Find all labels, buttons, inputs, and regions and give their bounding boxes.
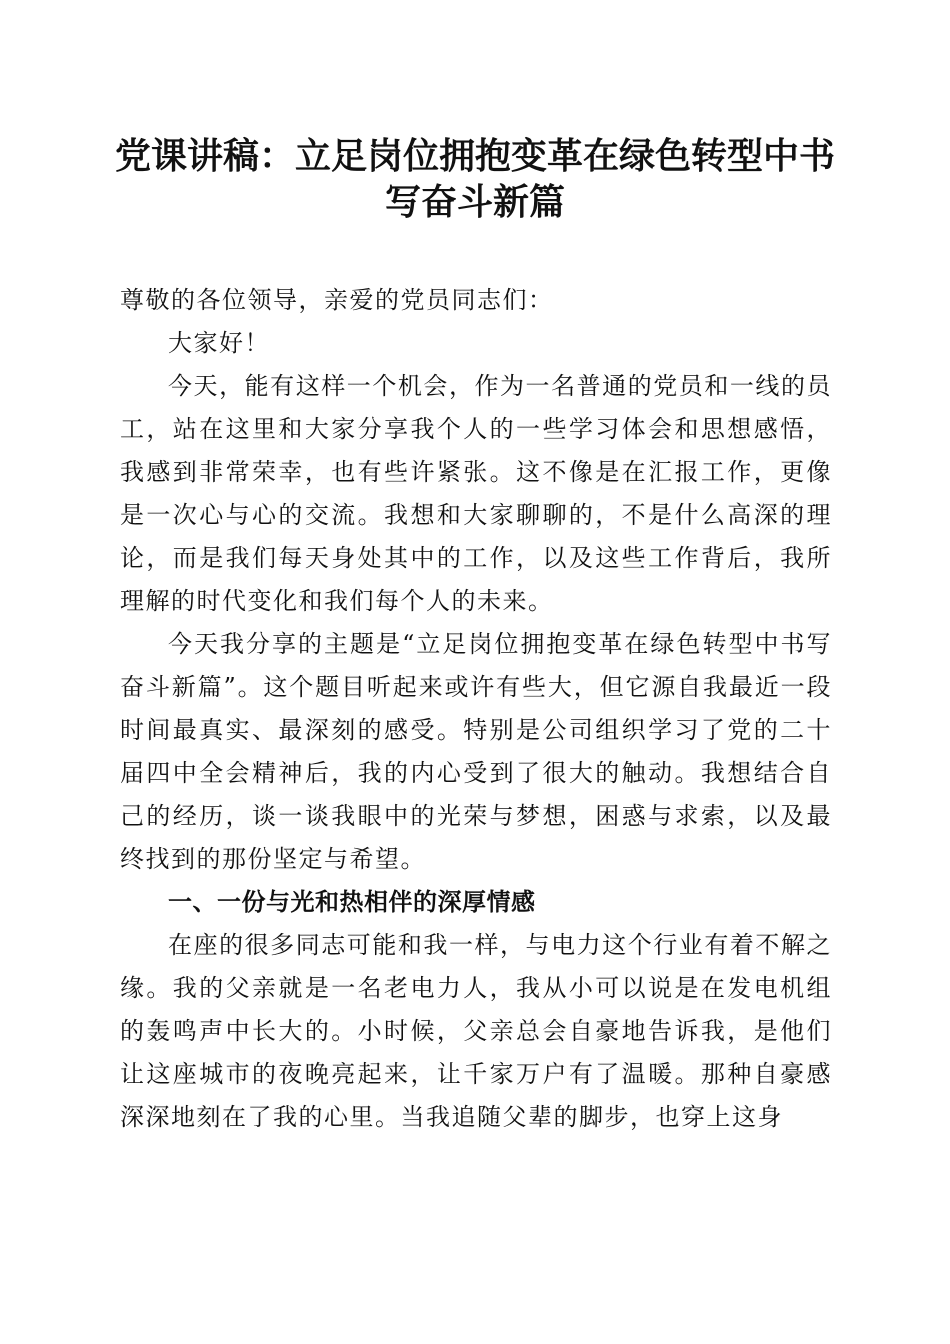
title-line-2: 写奋斗新篇 [384,181,565,223]
document-body [120,279,832,1139]
section-heading: 一、一份与光和热相伴的深厚情感 [168,888,536,916]
salutation: 尊敬的各位领导，亲爱的党员同志们： [120,286,554,314]
document-title [110,133,840,225]
title-line-1: 党课讲稿：立足岗位拥抱变革在绿色转型中书 [114,135,835,177]
greeting: 大家好！ [168,329,270,357]
paragraph: 今天我分享的主题是“立足岗位拥抱变革在绿色转型中书写奋斗新篇”。这个题目听起来或许有些大，但它源自我最近一段时间最真实、最深刻的感受。特别是公司组织学习了党的二十届四中全会精神后，我的内心受到了很大的触动。我想结合自己的经历，谈一谈我眼中的光荣与梦想，困惑与求索，以及最终找到的那份坚定与希望。 [120,630,832,873]
paragraph: 在座的很多同志可能和我一样，与电力这个行业有着不解之缘。我的父亲就是一名老电力人，我从小可以说是在发电机组的轰鸣声中长大的。小时候，父亲总会自豪地告诉我，是他们让这座城市的夜晚亮起来，让千家万户有了温暖。那种自豪感深深地刻在了我的心里。当我追随父辈的脚步，也穿上这身 [120,931,832,1131]
paragraph: 今天，能有这样一个机会，作为一名普通的党员和一线的员工，站在这里和大家分享我个人的一些学习体会和思想感悟，我感到非常荣幸，也有些许紧张。这不像是在汇报工作，更像是一次心与心的交流。我想和大家聊聊的，不是什么高深的理论，而是我们每天身处其中的工作，以及这些工作背后，我所理解的时代变化和我们每个人的未来。 [120,372,832,615]
